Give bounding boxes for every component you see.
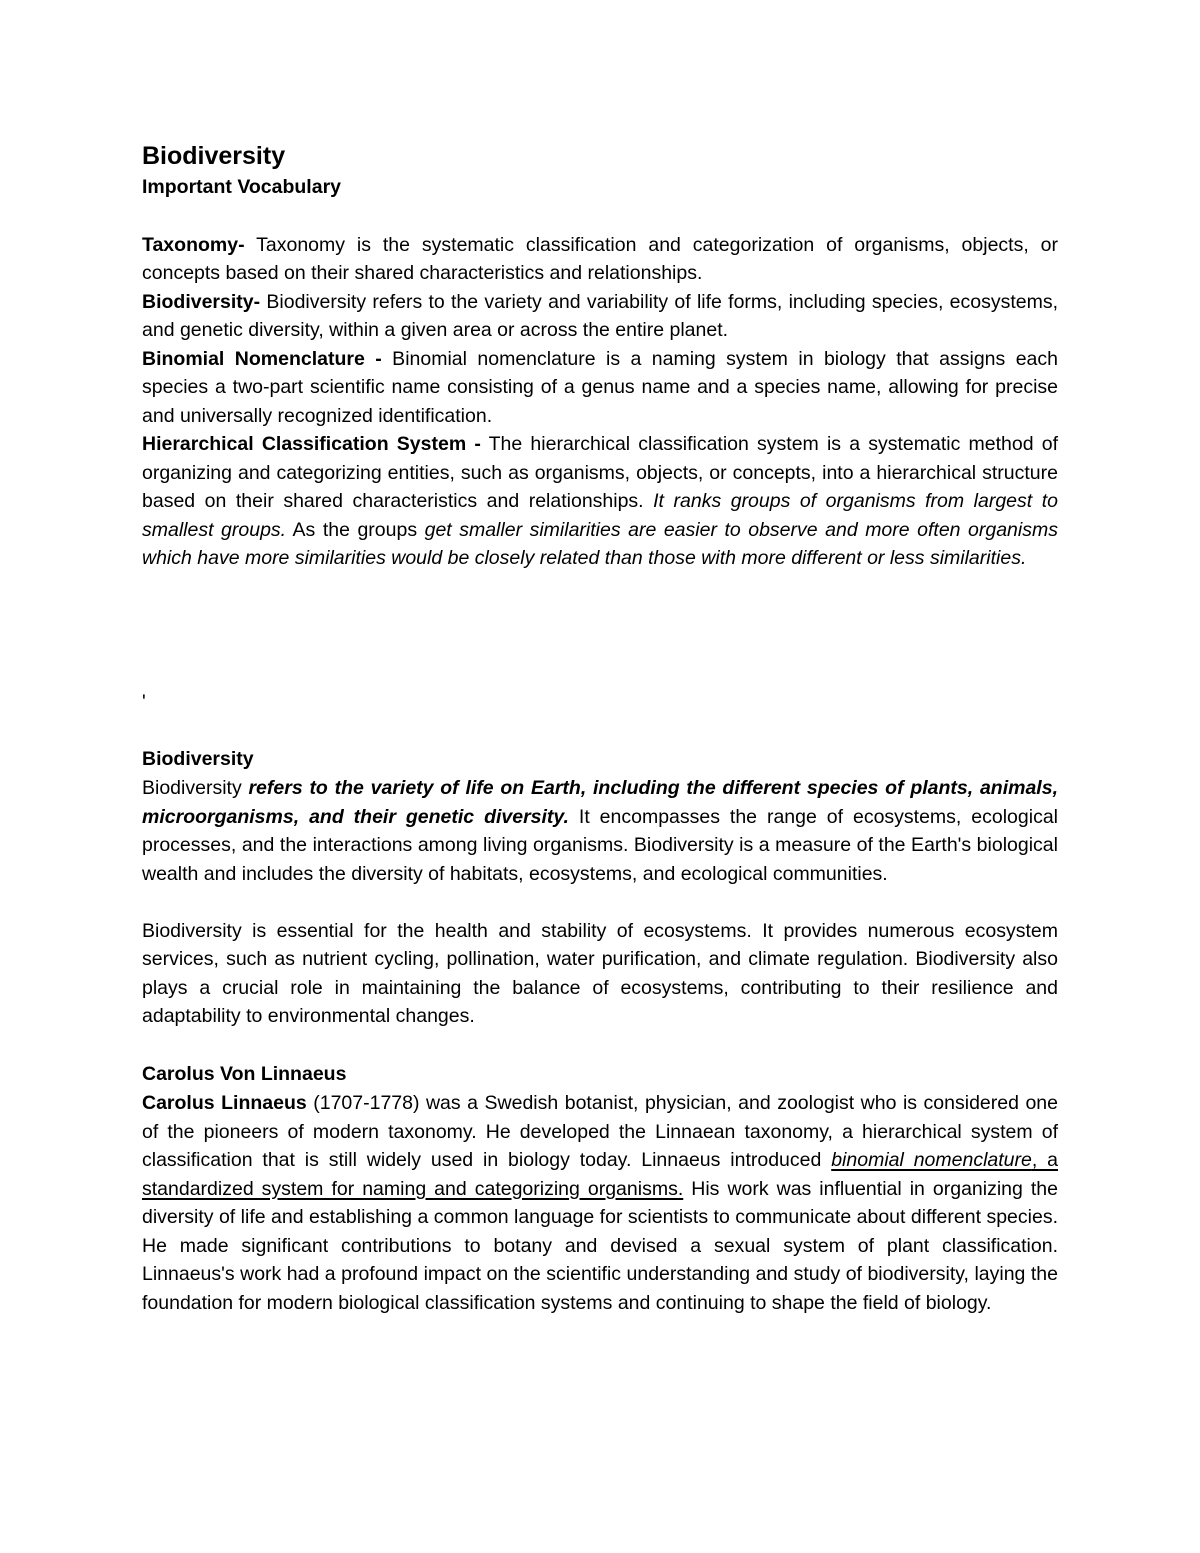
linnaeus-underlined-italic: binomial nomenclature — [831, 1149, 1032, 1171]
section-heading-linnaeus: Carolus Von Linnaeus — [142, 1063, 347, 1085]
document-page — [142, 140, 1058, 1317]
stray-mark: ' — [142, 690, 146, 713]
biodiversity-paragraph-1 — [142, 774, 1058, 888]
def-hierarchical-italic-1: It ranks groups of organisms from largest to smallest groups. — [142, 490, 1058, 541]
def-hierarchical-italic-2: get smaller similarities are easier to observe and more often organisms which have more similarities would be closely related than those with more different or less similarities. — [142, 518, 1058, 569]
vocab-binomial — [142, 345, 1058, 431]
term-hierarchical: Hierarchical Classification System - — [142, 433, 481, 455]
def-binomial: Binomial nomenclature is a naming system in biology that assigns each species a two-part scientific name consisting of a genus name and a species name, allowing for precise and universally recognized identification. — [142, 347, 1058, 427]
linnaeus-start: (1707-1778) was a Swedish botanist, physician, and zoologist who is considered one of the pioneers of modern taxonomy. He developed the Linnaean taxonomy, a hierarchical system of classification that is still widely used in biology today. Linnaeus introduced — [142, 1092, 1058, 1171]
def-taxonomy: Taxonomy is the systematic classification and categorization of organisms, objects, or concepts based on their shared characteristics and relationships. — [142, 233, 1058, 284]
spacer — [142, 202, 1058, 231]
linnaeus-paragraph — [142, 1089, 1058, 1317]
linnaeus-underlined-plain: , a standardized system for naming and categorizing organisms. — [142, 1149, 1058, 1200]
vocab-taxonomy — [142, 231, 1058, 288]
linnaeus-end: His work was influential in organizing the diversity of life and establishing a common language for scientists to communicate about different species. He made significant contributions to botany and devised a sexual system of plant classification. Linnaeus's work had a profound impact on the scientific understanding and study of biodiversity, laying the foundation for modern biological classification systems and continuing to shape the field of biology. — [142, 1177, 1058, 1314]
section-heading-biodiversity: Biodiversity — [142, 748, 254, 770]
def-biodiversity: Biodiversity refers to the variety and variability of life forms, including species, ecosystems, and genetic diversity, within a given area or across the entire planet. — [142, 290, 1058, 341]
def-hierarchical: The hierarchical classification system is a systematic method of organizing and categorizing entities, such as organisms, objects, or concepts, into a hierarchical structure based on their shared characteristics and relationships. — [142, 433, 1058, 512]
spacer — [142, 1031, 1058, 1060]
spacer — [142, 573, 1058, 688]
linnaeus-name: Carolus Linnaeus — [142, 1092, 307, 1114]
term-binomial: Binomial Nomenclature - — [142, 347, 382, 370]
vocab-biodiversity — [142, 288, 1058, 345]
spacer — [142, 716, 1058, 744]
p1-rest: It encompasses the range of ecosystems, ecological processes, and the interactions among living organisms. Biodiversity is a measure of the Earth's biological wealth and includes the diversity of habitats, ecosystems, and ecological communities. — [142, 805, 1058, 885]
term-biodiversity: Biodiversity- — [142, 290, 261, 313]
p1-emphasis: refers to the variety of life on Earth, including the different species of plants, animals, microorganisms, and their genetic diversity. — [142, 777, 1058, 828]
spacer — [142, 888, 1058, 917]
biodiversity-paragraph-2: Biodiversity is essential for the health and stability of ecosystems. It provides numerous ecosystem services, such as nutrient cycling, pollination, water purification, and climate regulation. Biodiversity also plays a crucial role in maintaining the balance of ecosystems, contributing to their resilience and adaptability to environmental changes. — [142, 919, 1058, 1027]
page-title: Biodiversity — [142, 142, 286, 170]
subtitle: Important Vocabulary — [142, 176, 342, 198]
vocab-hierarchical — [142, 430, 1058, 573]
term-taxonomy: Taxonomy- — [142, 233, 245, 256]
p1-start: Biodiversity — [142, 777, 249, 799]
def-hierarchical-plain: As the groups — [286, 518, 425, 541]
